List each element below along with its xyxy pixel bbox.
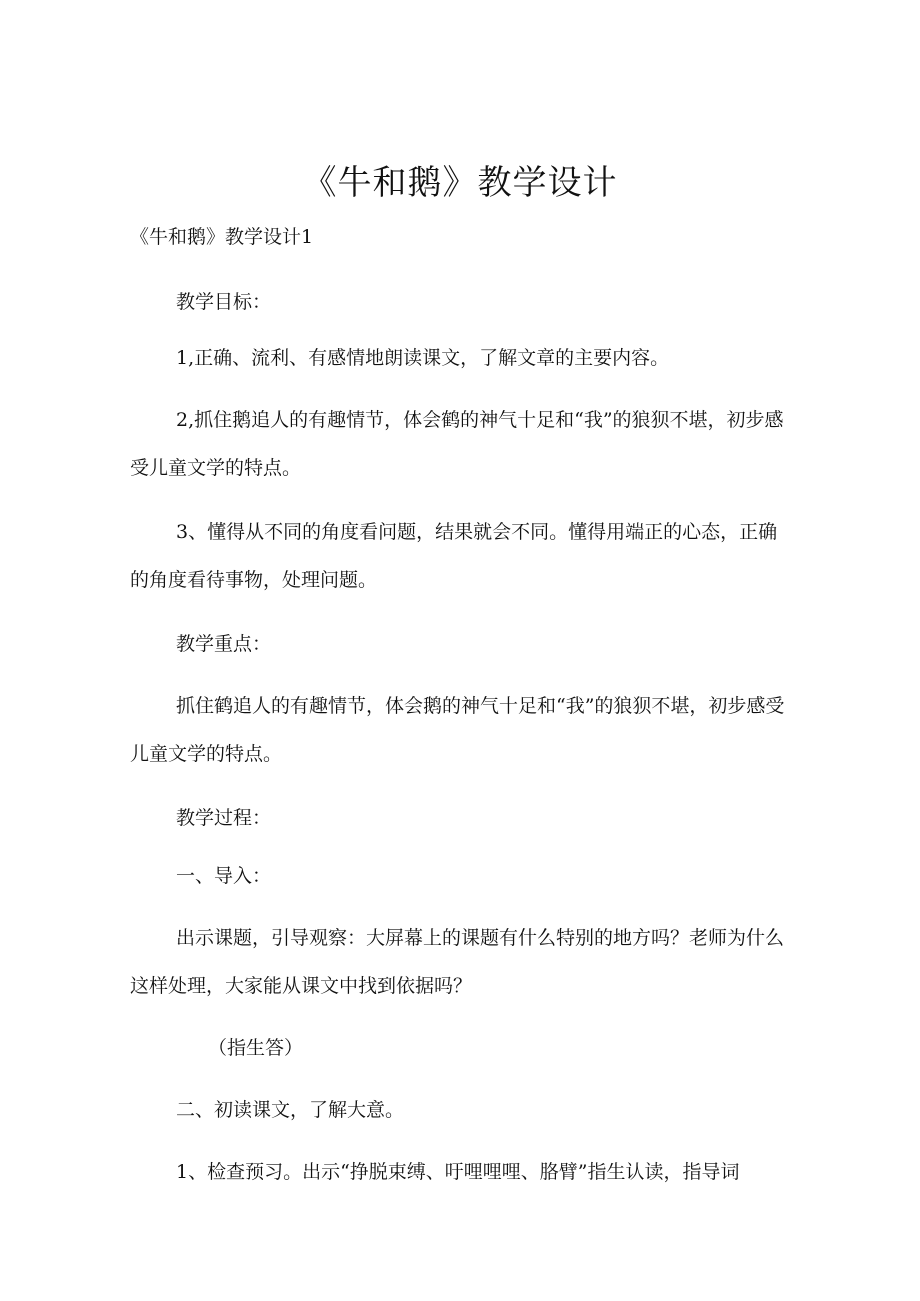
objective-item-2: 2,抓住鹅追人的有趣情节，体会鹤的神气十足和“我”的狼狈不堪，初步感受儿童文学的特点。	[130, 409, 784, 479]
preview-check-item: 1、检查预习。出示“挣脱束缚、吁哩哩哩、胳臂”指生认读，指导词	[176, 1161, 740, 1183]
key-point-text: 抓住鹤追人的有趣情节，体会鹅的神气十足和“我”的狼狈不堪，初步感受儿童文学的特点。	[130, 695, 785, 765]
document-title: 《牛和鹅》教学设计	[302, 163, 618, 203]
teacher-note: （指生答）	[208, 1037, 304, 1059]
document-subtitle: 《牛和鹅》教学设计1	[130, 226, 314, 248]
process-step-intro: 一、导入：	[176, 865, 272, 887]
section-heading-key-points: 教学重点：	[176, 633, 272, 655]
intro-paragraph: 出示课题，引导观察：大屏幕上的课题有什么特别的地方吗？老师为什么这样处理，大家能从课文中找到依据吗？	[130, 927, 785, 997]
objective-item-1: 1,正确、流利、有感情地朗读课文，了解文章的主要内容。	[176, 347, 670, 369]
section-heading-process: 教学过程：	[176, 807, 272, 829]
process-step-first-reading: 二、初读课文，了解大意。	[176, 1099, 405, 1121]
section-heading-objectives: 教学目标：	[176, 291, 272, 313]
objective-item-3: 3、懂得从不同的角度看问题，结果就会不同。懂得用端正的心态，正确的角度看待事物，处理问题。	[130, 521, 778, 591]
